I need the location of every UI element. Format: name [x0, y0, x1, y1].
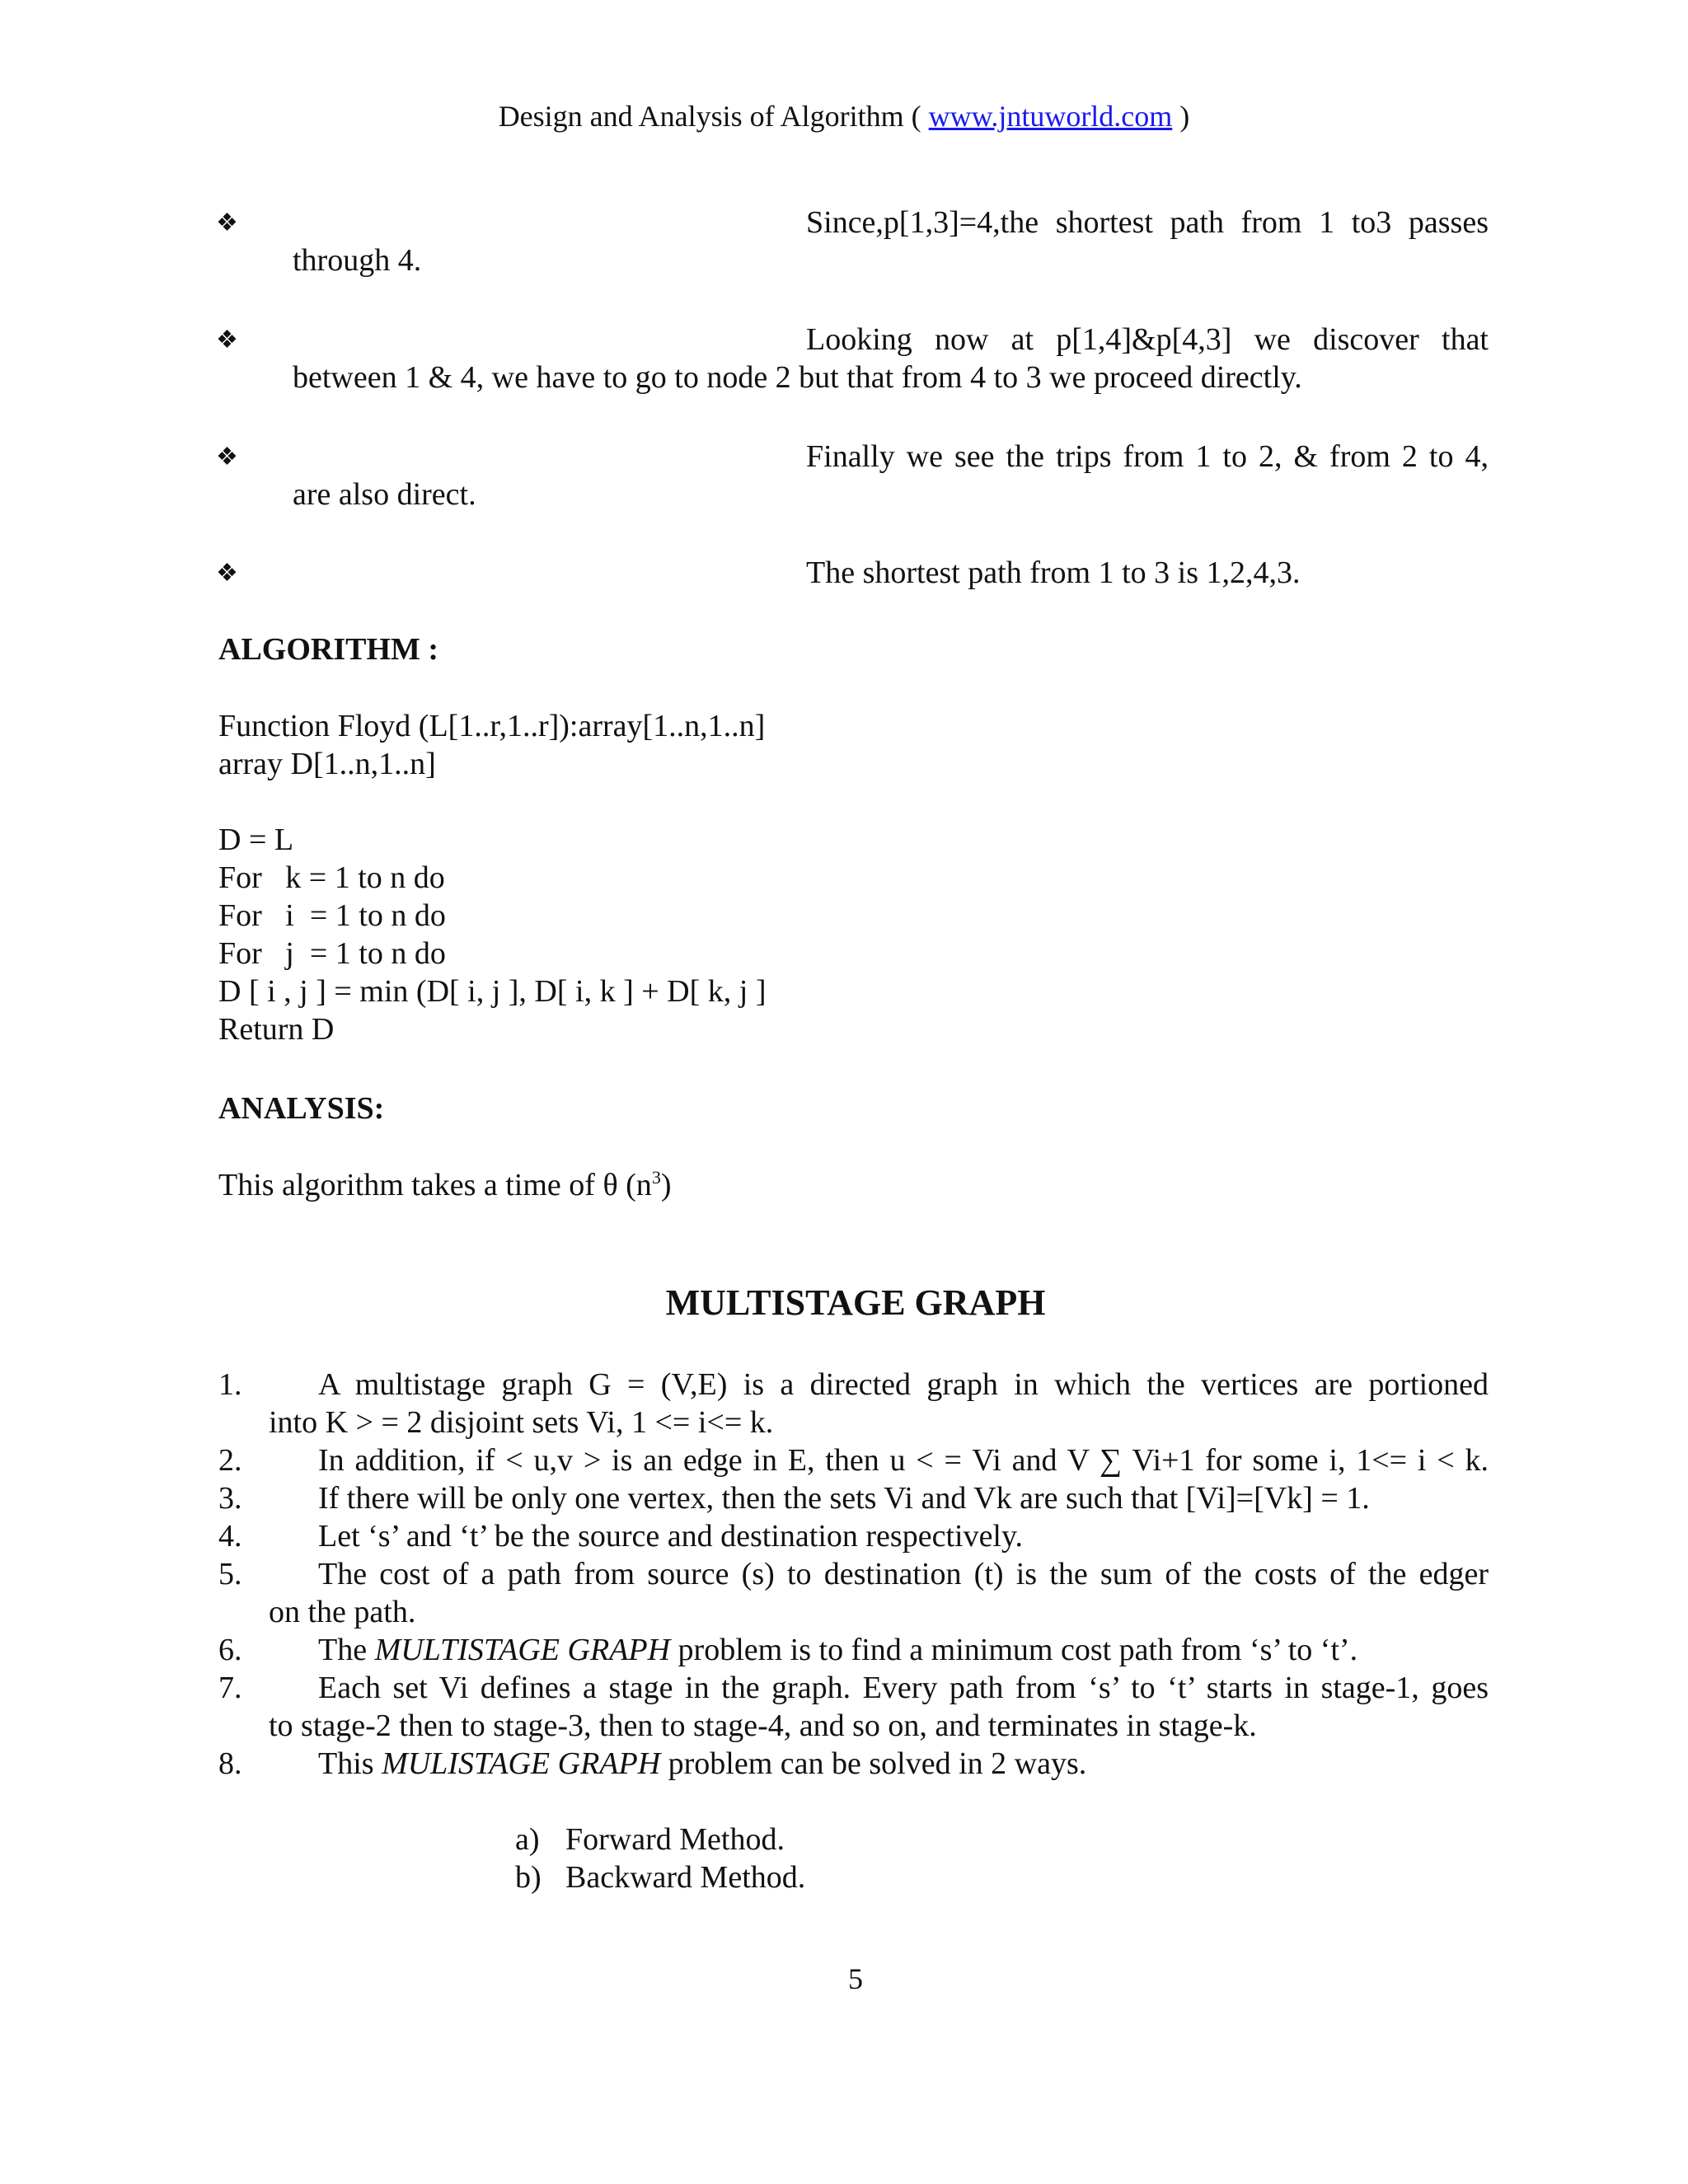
code-line: array D[1..n,1..n] — [218, 747, 436, 781]
bullet-icon: ❖ — [216, 326, 238, 354]
list-item-4: Let ‘s’ and ‘t’ be the source and destination respectively. — [318, 1519, 1024, 1554]
list-item-1-line2: into K > = 2 disjoint sets Vi, 1 <= i<= k. — [269, 1405, 774, 1440]
algorithm-heading: ALGORITHM : — [218, 632, 439, 667]
method-forward: Forward Method. — [565, 1822, 785, 1857]
bullet-icon: ❖ — [216, 209, 238, 237]
code-line: For i = 1 to n do — [218, 898, 446, 933]
list-item-8 — [318, 1745, 1489, 1783]
list-number: 5. — [218, 1557, 242, 1591]
list-number: 2. — [218, 1443, 242, 1478]
list-number: 1. — [218, 1367, 242, 1402]
bullet-icon: ❖ — [216, 443, 238, 471]
list-item-1-line1: A multistage graph G = (V,E) is a directed graph in which the vertices are portioned — [318, 1367, 1489, 1402]
analysis-text — [218, 1166, 671, 1204]
bullet-2-line2: between 1 & 4, we have to go to node 2 but that from 4 to 3 we proceed directly. — [293, 360, 1302, 395]
list-number: 6. — [218, 1633, 242, 1667]
list-item-5-line1: The cost of a path from source (s) to destination (t) is the sum of the costs of the edger — [318, 1557, 1489, 1591]
list-item-3: If there will be only one vertex, then the sets Vi and Vk are such that [Vi]=[Vk] = 1. — [318, 1481, 1370, 1516]
code-line: Function Floyd (L[1..r,1..r]):array[1..n,1..n] — [218, 709, 766, 743]
list-item-6-emphasis: MULTISTAGE GRAPH — [374, 1633, 671, 1667]
list-number: 8. — [218, 1746, 242, 1781]
list-number: 3. — [218, 1481, 242, 1516]
page-header — [0, 97, 1688, 135]
bullet-3-line1: Finally we see the trips from 1 to 2, & from 2 to 4, — [806, 439, 1489, 474]
list-item-5-line2: on the path. — [269, 1595, 416, 1629]
code-line: D [ i , j ] = min (D[ i, j ], D[ i, k ] + D[ k, j ] — [218, 974, 767, 1009]
bullet-4-line1: The shortest path from 1 to 3 is 1,2,4,3. — [806, 555, 1301, 590]
section-title: MULTISTAGE GRAPH — [665, 1282, 1046, 1323]
list-item-2: In addition, if < u,v > is an edge in E, then u < = Vi and V ∑ Vi+1 for some i, 1<= i < k. — [318, 1443, 1489, 1478]
bullet-1-line2: through 4. — [293, 243, 422, 278]
code-line: Return D — [218, 1012, 335, 1047]
method-label: a) — [515, 1822, 540, 1857]
list-item-8-pre: This — [318, 1746, 382, 1781]
list-item-6 — [318, 1631, 1489, 1669]
page-number: 5 — [848, 1962, 863, 1995]
bullet-2-line1: Looking now at p[1,4]&p[4,3] we discover that — [806, 322, 1489, 357]
bullet-3-line2: are also direct. — [293, 477, 476, 512]
analysis-text-main: This algorithm takes a time of θ (n — [218, 1168, 652, 1202]
header-prefix: Design and Analysis of Algorithm ( — [498, 100, 929, 133]
code-line: For j = 1 to n do — [218, 936, 446, 971]
code-line: D = L — [218, 823, 294, 857]
header-link[interactable]: www.jntuworld.com — [928, 100, 1173, 133]
method-label: b) — [515, 1860, 542, 1895]
bullet-icon: ❖ — [216, 560, 238, 587]
analysis-exponent: 3 — [651, 1167, 661, 1188]
list-number: 7. — [218, 1671, 242, 1705]
list-item-6-post: problem is to find a minimum cost path from ‘s’ to ‘t’. — [670, 1633, 1358, 1667]
list-item-8-post: problem can be solved in 2 ways. — [660, 1746, 1087, 1781]
list-number: 4. — [218, 1519, 242, 1554]
code-line: For k = 1 to n do — [218, 860, 445, 895]
bullet-1-line1: Since,p[1,3]=4,the shortest path from 1 to3 passes — [806, 205, 1489, 240]
list-item-8-emphasis: MULISTAGE GRAPH — [382, 1746, 661, 1781]
list-item-7-line1: Each set Vi defines a stage in the graph. Every path from ‘s’ to ‘t’ starts in stage-1, goes — [318, 1671, 1489, 1705]
analysis-heading: ANALYSIS: — [218, 1091, 385, 1126]
list-item-6-pre: The — [318, 1633, 375, 1667]
analysis-close: ) — [660, 1168, 672, 1202]
header-suffix: ) — [1172, 100, 1190, 133]
list-item-7-line2: to stage-2 then to stage-3, then to stage-4, and so on, and terminates in stage-k. — [269, 1708, 1257, 1743]
method-backward: Backward Method. — [565, 1860, 806, 1895]
